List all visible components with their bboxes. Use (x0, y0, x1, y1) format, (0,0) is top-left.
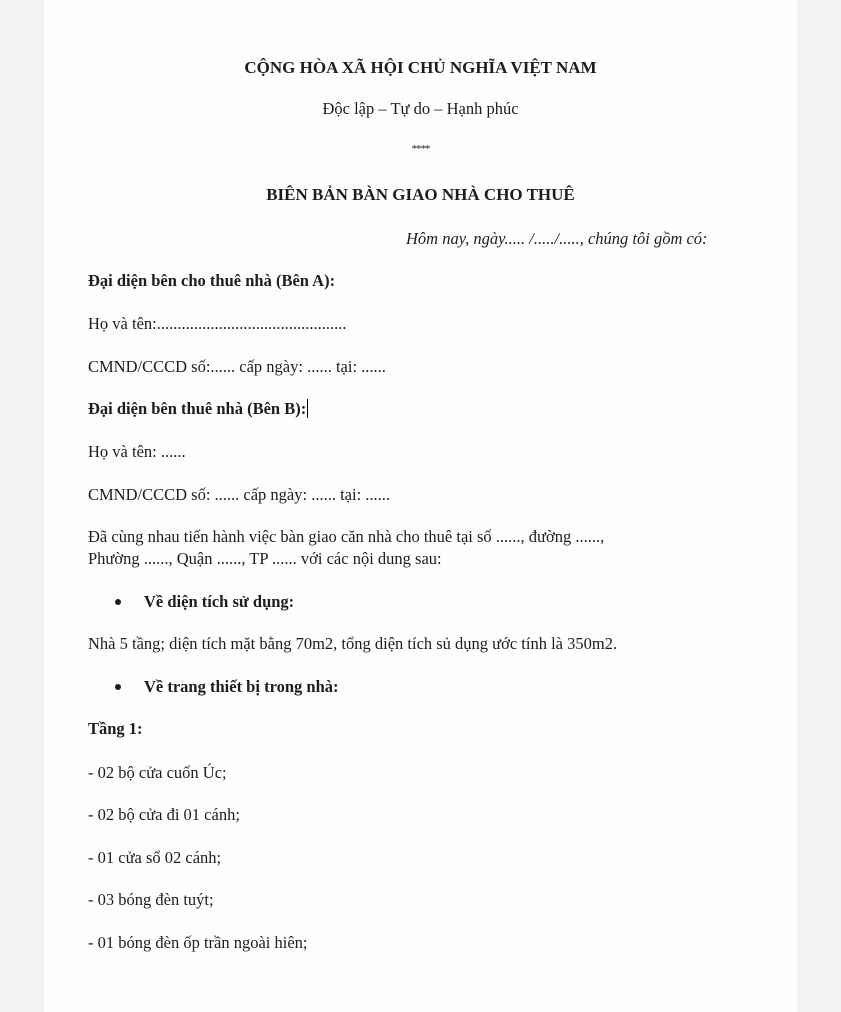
party-b-heading-row[interactable] (88, 399, 308, 419)
list-item: - 01 cửa sổ 02 cánh; (88, 848, 222, 867)
intro-line-1: Đã cùng nhau tiến hành việc bàn giao căn nhà cho thuê tại số ......, đường ......, (88, 527, 605, 546)
intro-line-2: Phường ......, Quận ......, TP ...... với các nội dung sau: (88, 549, 442, 568)
list-item: - 03 bóng đèn tuýt; (88, 890, 214, 909)
party-a-heading: Đại diện bên cho thuê nhà (Bên A): (88, 271, 336, 290)
party-b-name-line: Họ và tên: ...... (88, 442, 186, 461)
header-separator: **** (411, 143, 430, 155)
country-name: CỘNG HÒA XÃ HỘI CHỦ NGHĨA VIỆT NAM (244, 58, 597, 77)
list-item: - 02 bộ cửa cuốn Úc; (88, 763, 227, 782)
text-cursor (307, 399, 308, 418)
party-a-id-line: CMND/CCCD số:...... cấp ngày: ...... tại: ...... (88, 357, 386, 376)
area-text: Nhà 5 tầng; diện tích mặt bằng 70m2, tổng diện tích sủ dụng ước tính là 350m2. (88, 634, 618, 653)
date-line: Hôm nay, ngày..... /...../....., chúng tôi gồm có: (406, 229, 708, 248)
floor-1-heading: Tầng 1: (88, 719, 143, 738)
list-item: - 02 bộ cửa đi 01 cánh; (88, 805, 240, 824)
list-item: - 01 bóng đèn ốp trần ngoài hiên; (88, 933, 308, 952)
bullet-point (115, 684, 121, 690)
party-b-id-line: CMND/CCCD số: ...... cấp ngày: ...... tại: ...... (88, 485, 391, 504)
party-a-name-line: Họ và tên:.............................................. (88, 314, 347, 333)
document-page (44, 0, 797, 1012)
national-motto: Độc lập – Tự do – Hạnh phúc (322, 99, 519, 118)
document-title: BIÊN BẢN BÀN GIAO NHÀ CHO THUÊ (266, 185, 575, 204)
area-heading: Về diện tích sử dụng: (144, 592, 295, 611)
bullet-point (115, 599, 121, 605)
equipment-heading: Về trang thiết bị trong nhà: (144, 677, 339, 696)
party-b-heading: Đại diện bên thuê nhà (Bên B): (88, 399, 307, 418)
